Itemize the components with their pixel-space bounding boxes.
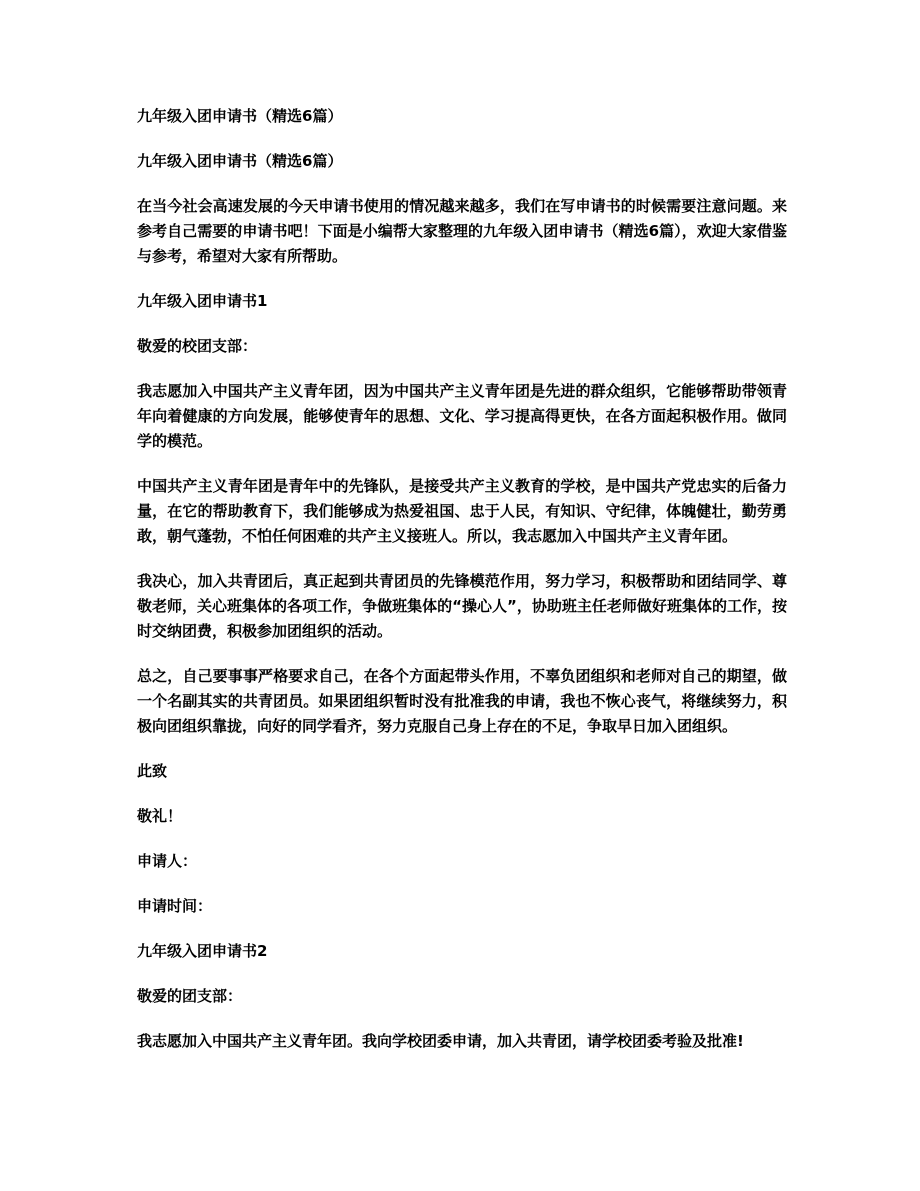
section1-paragraph-1: 我志愿加入中国共产主义青年团，因为中国共产主义青年团是先进的群众组织，它能够帮助带领青年向着健康的方向发展，能够使青年的思想、文化、学习提高得更快，在各方面起积极作用。做同学的模范。 bbox=[137, 382, 787, 450]
section1-paragraph-2: 中国共产主义青年团是青年中的先锋队，是接受共产主义教育的学校，是中国共产党忠实的后备力量，在它的帮助教育下，我们能够成为热爱祖国、忠于人民，有知识、守纪律，体魄健壮，勤劳勇敢，朝气蓬勃，不怕任何困难的共产主义接班人。所以，我志愿加入中国共产主义青年团。 bbox=[137, 477, 787, 545]
intro-paragraph: 在当今社会高速发展的今天申请书使用的情况越来越多，我们在写申请书的时候需要注意问题。来参考自己需要的申请书吧！下面是小编帮大家整理的九年级入团申请书（精选6篇），欢迎大家借鉴与参考，希望对大家有所帮助。 bbox=[137, 197, 787, 265]
section1-paragraph-3: 我决心，加入共青团后，真正起到共青团员的先锋模范作用，努力学习，积极帮助和团结同学、尊敬老师，关心班集体的各项工作，争做班集体的“操心人”，协助班主任老师做好班集体的工作，按时交纳团费，积极参加团组织的活动。 bbox=[137, 572, 787, 640]
document-title: 九年级入团申请书（精选6篇） bbox=[137, 107, 343, 125]
section1-paragraph-4: 总之，自己要事事严格要求自己，在各个方面起带头作用，不辜负团组织和老师对自己的期望，做一个名副其实的共青团员。如果团组织暂时没有批准我的申请，我也不恢心丧气，将继续努力，积极向团组织靠拢，向好的同学看齐，努力克服自己身上存在的不足，争取早日加入团组织。 bbox=[137, 667, 787, 735]
application-date-label: 申请时间： bbox=[137, 897, 213, 915]
document-subtitle: 九年级入团申请书（精选6篇） bbox=[137, 152, 343, 170]
section2-salutation: 敬爱的团支部： bbox=[137, 987, 243, 1005]
section1-heading: 九年级入团申请书1 bbox=[137, 292, 268, 310]
document-page bbox=[137, 104, 787, 1074]
section2-heading: 九年级入团申请书2 bbox=[137, 942, 268, 960]
closing-ci-zhi: 此致 bbox=[137, 762, 168, 780]
closing-jing-li: 敬礼！ bbox=[137, 807, 183, 825]
section2-paragraph: 我志愿加入中国共产主义青年团。我向学校团委申请，加入共青团，请学校团委考验及批准! bbox=[137, 1032, 744, 1050]
section1-salutation: 敬爱的校团支部： bbox=[137, 337, 258, 355]
applicant-label: 申请人： bbox=[137, 852, 198, 870]
